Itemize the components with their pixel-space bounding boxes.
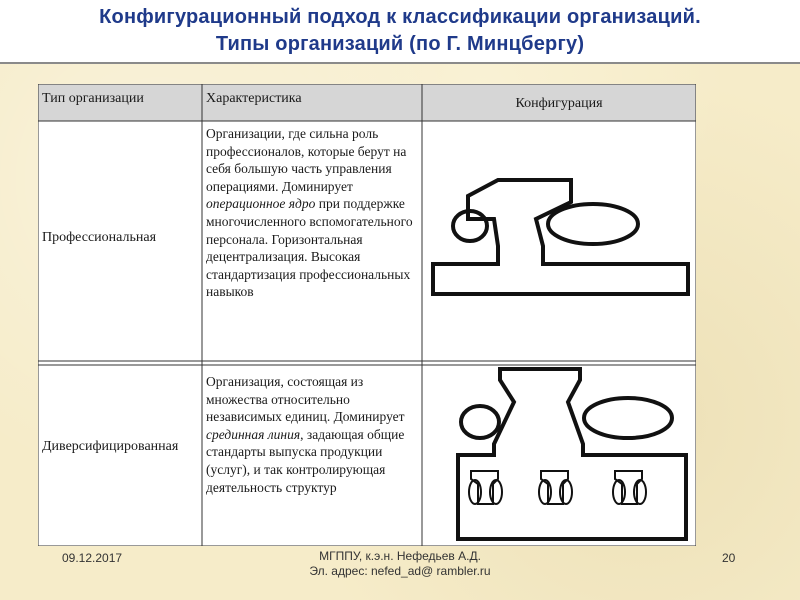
division-unit-1: [469, 471, 502, 504]
divisional-structure-shape: [458, 369, 686, 539]
row-divisional-description: [206, 373, 418, 496]
divisional-configuration-diagram: [458, 369, 686, 539]
row-divisional-type: Диверсифицированная: [42, 439, 179, 454]
divisional-units: [469, 471, 646, 504]
row-divisional-desc-italic: срединная линия: [206, 426, 301, 442]
title-bar: [0, 0, 800, 62]
footer-date: 09.12.2017: [62, 551, 123, 565]
row-professional-description: [206, 125, 418, 301]
header-configuration: Конфигурация: [515, 96, 603, 111]
footer-author-line2: Эл. адрес: nefed_ad@ rambler.ru: [309, 564, 491, 578]
footer-author-line1: МГППУ, к.э.н. Нефедьев А.Д.: [319, 549, 481, 563]
row-divisional-desc-part1: Организация, состоящая из множества относительно независимых единиц. Доминирует: [206, 374, 405, 425]
professional-configuration-diagram: [433, 180, 688, 294]
divisional-left-ellipse: [461, 406, 499, 438]
footer-author: [250, 549, 550, 579]
slide-title-line2: Типы организаций (по Г. Минцбергу): [215, 33, 585, 55]
professional-right-ellipse: [548, 204, 638, 244]
row-professional-desc-part1: Организации, где сильна роль профессионалов, которые берут на себя большую часть управления операциями. Доминирует: [206, 126, 407, 194]
row-divisional-desc-part3: , задающая общие стандарты выпуска продукции (услуг), и так контролирующая деятельность структур: [206, 426, 405, 495]
footer-page-number: 20: [722, 551, 736, 565]
organization-types-table: [38, 84, 696, 546]
division-unit-2: [539, 471, 572, 504]
division-unit-3: [613, 471, 646, 504]
divisional-right-ellipse: [584, 398, 672, 438]
row-professional-desc-italic: операционное ядро: [206, 196, 316, 212]
slide-title-line1: Конфигурационный подход к классификации организаций.: [99, 6, 701, 28]
header-type: Тип организации: [42, 91, 144, 106]
title-divider: [0, 62, 800, 64]
row-professional-type: Профессиональная: [42, 230, 157, 245]
header-characteristic: Характеристика: [206, 91, 302, 106]
row-professional-desc-part3: при поддержке многочисленного вспомогательного персонала. Горизонтальная децентрализация. Высокая стандартизация профессиональных навыков: [206, 196, 413, 300]
